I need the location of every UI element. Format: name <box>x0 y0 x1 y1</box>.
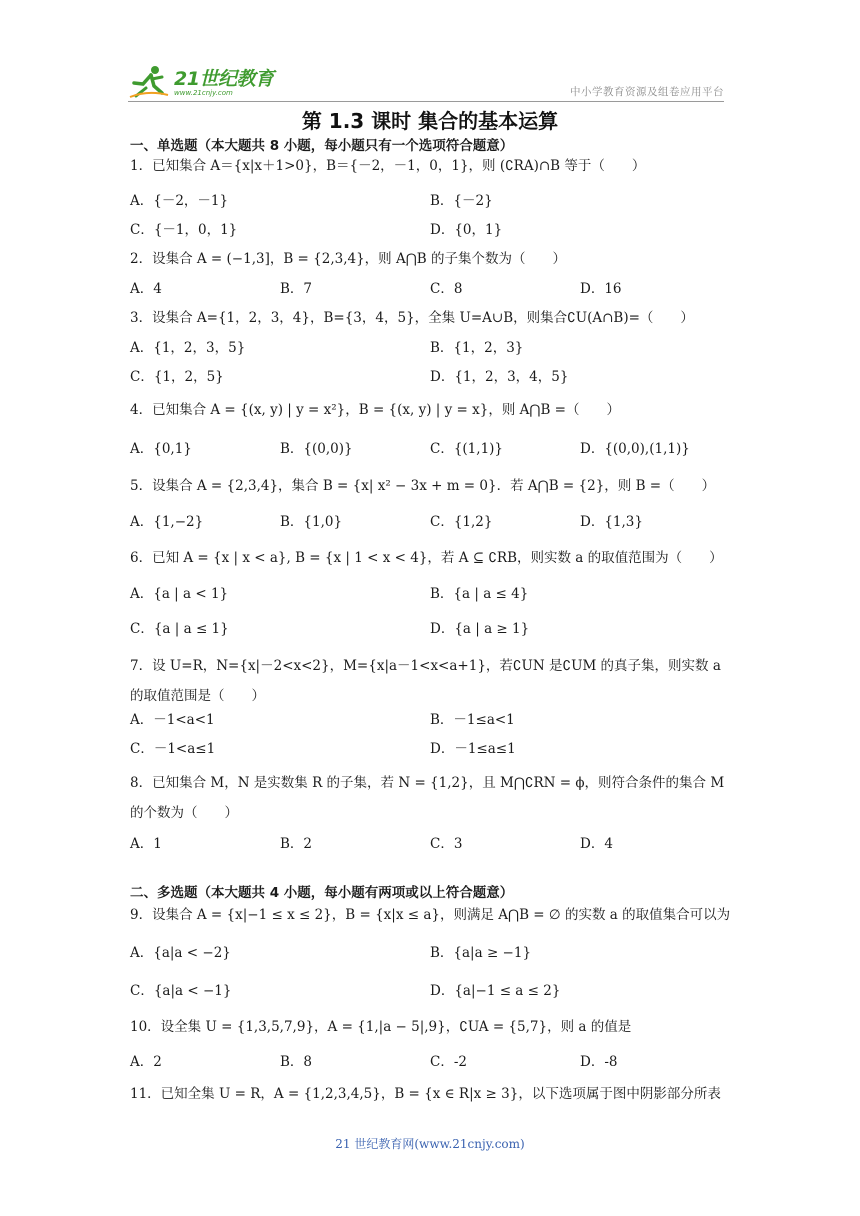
q7-option-a[interactable]: A．－1<a<1 <box>130 712 215 728</box>
question-2: 2．设集合 A = (−1,3]，B = {2,3,4}，则 A⋂B 的子集个数为（ ） <box>130 251 567 267</box>
q5-option-c[interactable]: C．{1,2} <box>430 514 493 530</box>
q6-option-b[interactable]: B．{a | a ≤ 4} <box>430 586 529 602</box>
header-divider <box>128 101 724 102</box>
q3-option-c[interactable]: C．{1，2，5} <box>130 369 224 385</box>
q1-option-b[interactable]: B．{－2} <box>430 193 493 209</box>
page-title: 第 1.3 课时 集合的基本运算 <box>301 109 559 133</box>
question-10: 10．设全集 U = {1,3,5,7,9}，A = {1,|a − 5|,9}，∁UA = {5,7}，则 a 的值是 <box>130 1019 632 1035</box>
question-6: 6．已知 A = {x | x < a}, B = {x | 1 < x < 4}，若 A ⊆ ∁RB，则实数 a 的取值范围为（ ） <box>130 550 723 566</box>
q3-option-b[interactable]: B．{1，2，3} <box>430 340 524 356</box>
q10-option-d[interactable]: D．-8 <box>580 1054 618 1070</box>
q1-option-d[interactable]: D．{0，1} <box>430 222 503 238</box>
q8-option-d[interactable]: D．4 <box>580 836 613 852</box>
q4-option-d[interactable]: D．{(0,0),(1,1)} <box>580 441 690 457</box>
q2-option-c[interactable]: C．8 <box>430 281 463 297</box>
site-logo <box>128 62 288 102</box>
q7-option-d[interactable]: D．－1≤a≤1 <box>430 741 516 757</box>
page-header <box>128 62 724 102</box>
q3-option-d[interactable]: D．{1，2，3，4，5} <box>430 369 569 385</box>
q10-option-b[interactable]: B．8 <box>280 1054 313 1070</box>
question-8: 8．已知集合 M，N 是实数集 R 的子集，若 N = {1,2}，且 M⋂∁RN = ϕ，则符合条件的集合 M 的个数为（ ） <box>130 775 725 821</box>
question-11: 11．已知全集 U = R，A = {1,2,3,4,5}，B = {x ∈ R|x ≥ 3}，以下选项属于图中阴影部分所表 <box>130 1086 721 1102</box>
q6-option-d[interactable]: D．{a | a ≥ 1} <box>430 621 530 637</box>
logo-url: www.21cnjy.com <box>174 89 233 97</box>
question-7: 7．设 U=R，N={x|－2<x<2}，M={x|a－1<x<a+1}，若∁UN 是∁UM 的真子集，则实数 a 的取值范围是（ ） <box>130 658 721 704</box>
q1-option-c[interactable]: C．{－1，0，1} <box>130 222 238 238</box>
q8-option-b[interactable]: B．2 <box>280 836 313 852</box>
section-multiple-choice: 二、多选题（本大题共 4 小题，每小题有两项或以上符合题意） <box>130 885 514 901</box>
q9-option-d[interactable]: D．{a|−1 ≤ a ≤ 2} <box>430 983 561 999</box>
question-4: 4．已知集合 A = {(x, y) | y = x²}，B = {(x, y) | y = x}，则 A⋂B =（ ） <box>130 402 620 418</box>
q4-option-a[interactable]: A．{0,1} <box>130 441 192 457</box>
q5-option-d[interactable]: D．{1,3} <box>580 514 643 530</box>
question-1: 1．已知集合 A＝{x|x＋1>0}，B＝{－2，－1，0，1}，则 (∁RA)∩B 等于（ ） <box>130 158 646 174</box>
q10-option-a[interactable]: A．2 <box>130 1054 162 1070</box>
page-footer: 21 世纪教育网(www.21cnjy.com) <box>335 1137 525 1151</box>
q5-option-b[interactable]: B．{1,0} <box>280 514 343 530</box>
q9-option-b[interactable]: B．{a|a ≥ −1} <box>430 945 532 961</box>
question-9: 9．设集合 A = {x|−1 ≤ x ≤ 2}，B = {x|x ≤ a}，则满足 A⋂B = ∅ 的实数 a 的取值集合可以为 <box>130 907 731 923</box>
q7-option-b[interactable]: B．－1≤a<1 <box>430 712 515 728</box>
q5-option-a[interactable]: A．{1,−2} <box>130 514 204 530</box>
q6-option-a[interactable]: A．{a | a < 1} <box>130 586 229 602</box>
platform-tagline: 中小学教育资源及组卷应用平台 <box>570 86 724 98</box>
q8-option-a[interactable]: A．1 <box>130 836 162 852</box>
q8-option-c[interactable]: C．3 <box>430 836 463 852</box>
q4-option-c[interactable]: C．{(1,1)} <box>430 441 504 457</box>
q2-option-b[interactable]: B．7 <box>280 281 313 297</box>
runner-icon <box>128 64 172 100</box>
section-single-choice: 一、单选题（本大题共 8 小题，每小题只有一个选项符合题意） <box>130 138 514 154</box>
question-5: 5．设集合 A = {2,3,4}，集合 B = {x| x² − 3x + m = 0}．若 A⋂B = {2}，则 B =（ ） <box>130 478 716 494</box>
q4-option-b[interactable]: B．{(0,0)} <box>280 441 353 457</box>
q1-option-a[interactable]: A．{－2，－1} <box>130 193 229 209</box>
q10-option-c[interactable]: C．-2 <box>430 1054 467 1070</box>
q9-option-c[interactable]: C．{a|a < −1} <box>130 983 232 999</box>
logo-text: 21世纪教育 <box>174 68 274 90</box>
q3-option-a[interactable]: A．{1，2，3，5} <box>130 340 246 356</box>
question-3: 3．设集合 A={1，2，3，4}，B={3，4，5}，全集 U=A∪B，则集合∁U(A∩B)=（ ） <box>130 310 694 326</box>
q9-option-a[interactable]: A．{a|a < −2} <box>130 945 231 961</box>
q6-option-c[interactable]: C．{a | a ≤ 1} <box>130 621 229 637</box>
q2-option-a[interactable]: A．4 <box>130 281 162 297</box>
q7-option-c[interactable]: C．－1<a≤1 <box>130 741 216 757</box>
q2-option-d[interactable]: D．16 <box>580 281 622 297</box>
